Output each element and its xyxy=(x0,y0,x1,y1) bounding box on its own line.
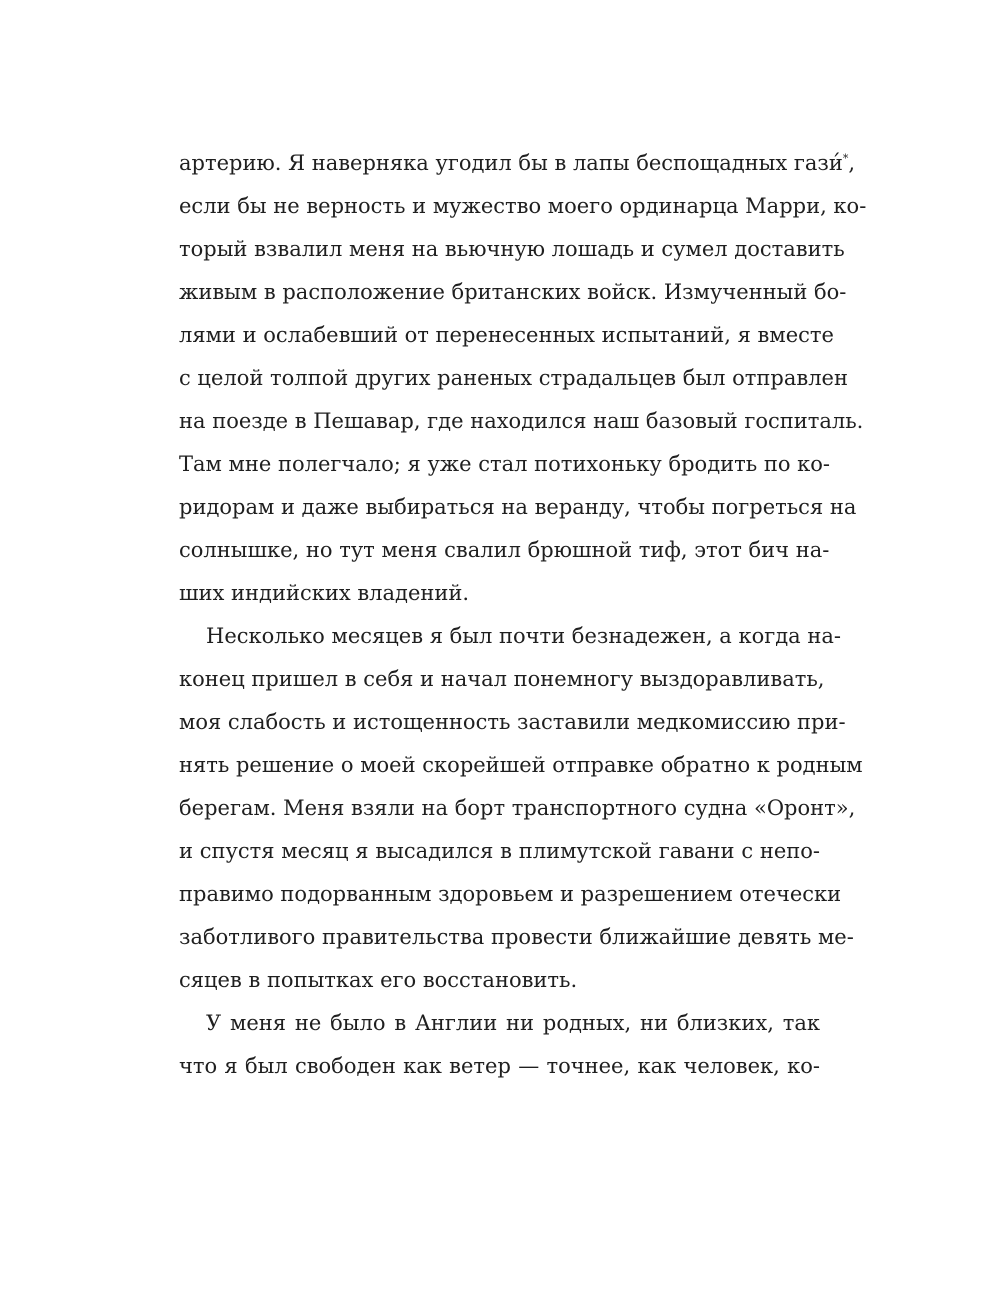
text-line: берегам. Меня взяли на борт транспортного судна «Оронт», xyxy=(179,796,856,820)
text-line: Там мне полегчало; я уже стал потихоньку бродить по ко- xyxy=(179,452,831,476)
text-line: моя слабость и истощенность заставили медкомиссию при- xyxy=(179,710,846,734)
text-line: правимо подорванным здоровьем и разрешением отечески xyxy=(179,882,842,906)
paragraph-first-line: У меня не было в Англии ни родных, ни близких, так xyxy=(206,1011,820,1035)
text-line: артерию. Я наверняка угодил бы в лапы беспощадных гази́*, xyxy=(179,151,856,175)
paragraph-first-line: Несколько месяцев я был почти безнадежен, а когда на- xyxy=(206,624,841,648)
text-line: живым в расположение британских войск. Измученный бо- xyxy=(179,280,847,304)
text-line: с целой толпой других раненых страдальцев был отправлен xyxy=(179,366,848,390)
text-line: заботливого правительства провести ближайшие девять ме- xyxy=(179,925,854,949)
text-line: что я был свободен как ветер — точнее, как человек, ко- xyxy=(179,1054,820,1078)
text-line: конец пришел в себя и начал понемногу выздоравливать, xyxy=(179,667,825,691)
text-line: ридорам и даже выбираться на веранду, чтобы погреться на xyxy=(179,495,857,519)
text-line: и спустя месяц я высадился в плимутской гавани с непо- xyxy=(179,839,820,863)
text-line: на поезде в Пешавар, где находился наш базовый госпиталь. xyxy=(179,409,864,433)
text-line: нять решение о моей скорейшей отправке обратно к родным xyxy=(179,753,863,777)
text-line: лями и ослабевший от перенесенных испытаний, я вместе xyxy=(179,323,834,347)
footnote-reference[interactable]: * xyxy=(842,152,849,165)
text-line: торый взвалил меня на вьючную лошадь и сумел доставить xyxy=(179,237,845,261)
text-line: ших индийских владений. xyxy=(179,581,470,605)
text-line: сяцев в попытках его восстановить. xyxy=(179,968,578,992)
text-line: солнышке, но тут меня свалил брюшной тиф, этот бич на- xyxy=(179,538,830,562)
text-line: если бы не верность и мужество моего ординарца Марри, ко- xyxy=(179,194,867,218)
